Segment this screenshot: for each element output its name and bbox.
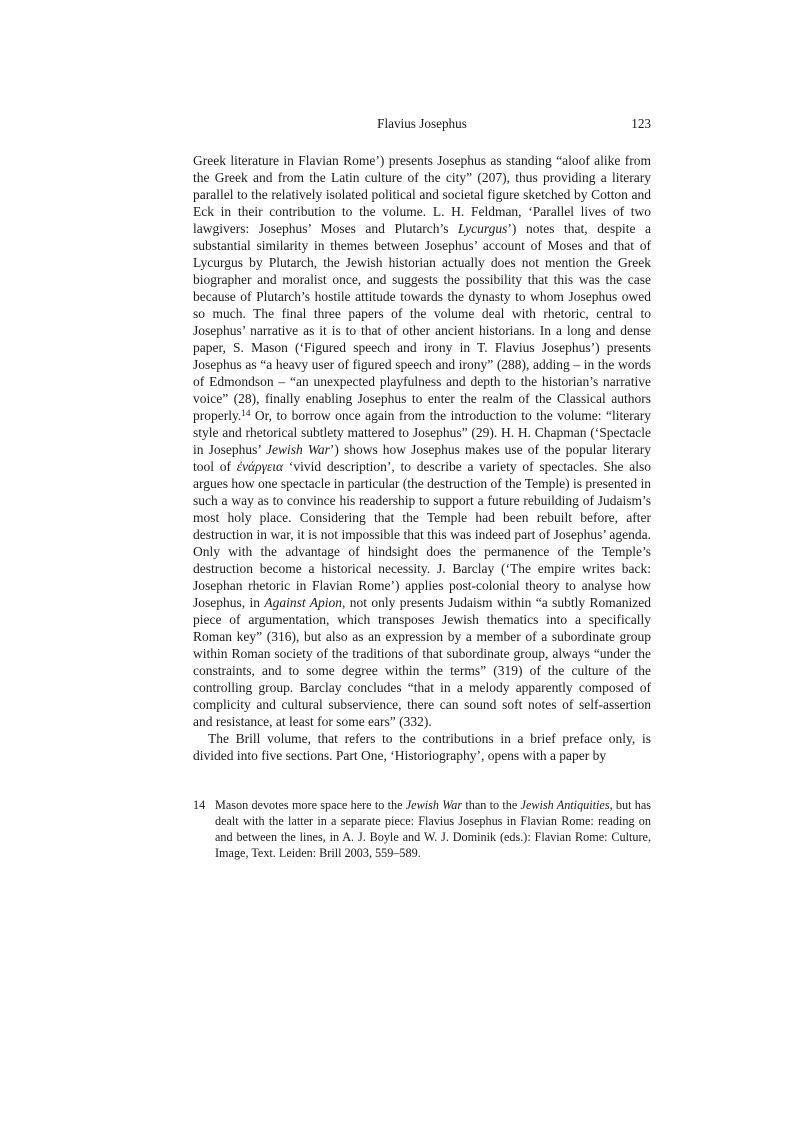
text-segment: Greek literature in Flavian Rome’) presents Josephus as standing “aloof alike from the Greek and from the Latin culture of the city” (207), thus providing a literary parallel to the relatively isolated political and societal figure sketched by Cotton and Eck in their contribution to the volume. L. H. Feldman, ‘Parallel lives of two lawgivers: Josephus’ Moses and Plutarch’s <box>193 153 651 236</box>
running-head: Flavius Josephus <box>377 116 467 131</box>
text-segment: but has dealt with the latter in a separate piece: Flavius Josephus in Flavian Rome: reading on and between the lines, in A. J. Boyle and W. J. Dominik (eds.): Flavian Rome: Culture, Image, Text. Leiden: Brill 2003, 559–589. <box>215 798 651 860</box>
text-segment: Mason devotes more space here to the <box>215 798 406 812</box>
greek-term: ἐνάργεια <box>236 459 284 474</box>
text-block <box>193 116 651 861</box>
italic-segment: Jewish War <box>405 798 463 812</box>
page-number: 123 <box>631 116 651 131</box>
italic-segment: Against Apion <box>264 595 342 610</box>
text-segment: Or, to borrow once again from the introduction to the volume: “literary style and rhetorical subtlety mattered to Josephus” (29). H. H. Chapman (‘Spectacle in Josephus’ <box>193 408 651 457</box>
text-segment: than to the <box>462 798 521 812</box>
text-segment: ’) shows how Josephus makes use of the popular literary tool of <box>193 442 651 474</box>
footnote-ref: 14 <box>241 407 251 418</box>
italic-segment: Jewish Antiquities, <box>520 798 613 812</box>
paragraph <box>193 152 651 730</box>
paragraph <box>193 730 651 764</box>
footnote-number: 14 <box>193 798 206 812</box>
italic-segment: Jewish War <box>265 442 330 457</box>
page-header <box>193 116 651 131</box>
footnote <box>193 797 651 861</box>
footnotes <box>193 797 651 861</box>
body-text <box>193 152 651 764</box>
text-segment: ‘vivid description’, to describe a variety of spectacles. She also argues how one spectacle in particular (the destruction of the Temple) is presented in such a way as to convince his readership to support a future rebuilding of Judaism’s most holy place. Considering that the Temple had been rebuilt before, after destruction in war, it is not impossible that this was indeed part of Josephus’ agenda. Only with the advantage of hindsight does the permanence of the Temple’s destruction become a historical necessity. J. Barclay (‘The empire writes back: Josephan rhetoric in Flavian Rome’) applies post-colonial theory to analyse how Josephus, in <box>193 459 651 610</box>
text-segment: ’) notes that, despite a substantial similarity in themes between Josephus’ account of Moses and that of Lycurgus by Plutarch, the Jewish historian actually does not mention the Greek biographer and moralist once, and suggests the possibility that this was the case because of Plutarch’s hostile attitude towards the dynasty to whom Josephus owed so much. The final three papers of the volume deal with rhetoric, central to Josephus’ narrative as it is to that of other ancient historians. In a long and dense paper, S. Mason (‘Figured speech and irony in T. Flavius Josephus’) presents Josephus as “a heavy user of figured speech and irony” (288), adding – in the words of Edmondson – “an unexpected playfulness and depth to the historian’s narrative voice” (28), finally enabling Josephus to enter the realm of the Classical authors properly. <box>193 221 651 423</box>
text-segment: , not only presents Judaism within “a subtly Romanized piece of argumentation, which transposes Jewish thematics into a specifically Roman key” (316), but also as an expression by a member of a subordinate group within Roman society of the traditions of that subordinate group, always “under the constraints, and to some degree within the terms” (319) of the culture of the controlling group. Barclay concludes “that in a melody apparently composed of complicity and cultural subservience, there can sound soft notes of self-assertion and resistance, at least for some ears” (332). <box>193 595 651 729</box>
text-segment: The Brill volume, that refers to the contributions in a brief preface only, is divided into five sections. Part One, ‘Historiography’, opens with a paper by <box>193 731 651 763</box>
italic-segment: Lycurgus <box>458 221 508 236</box>
